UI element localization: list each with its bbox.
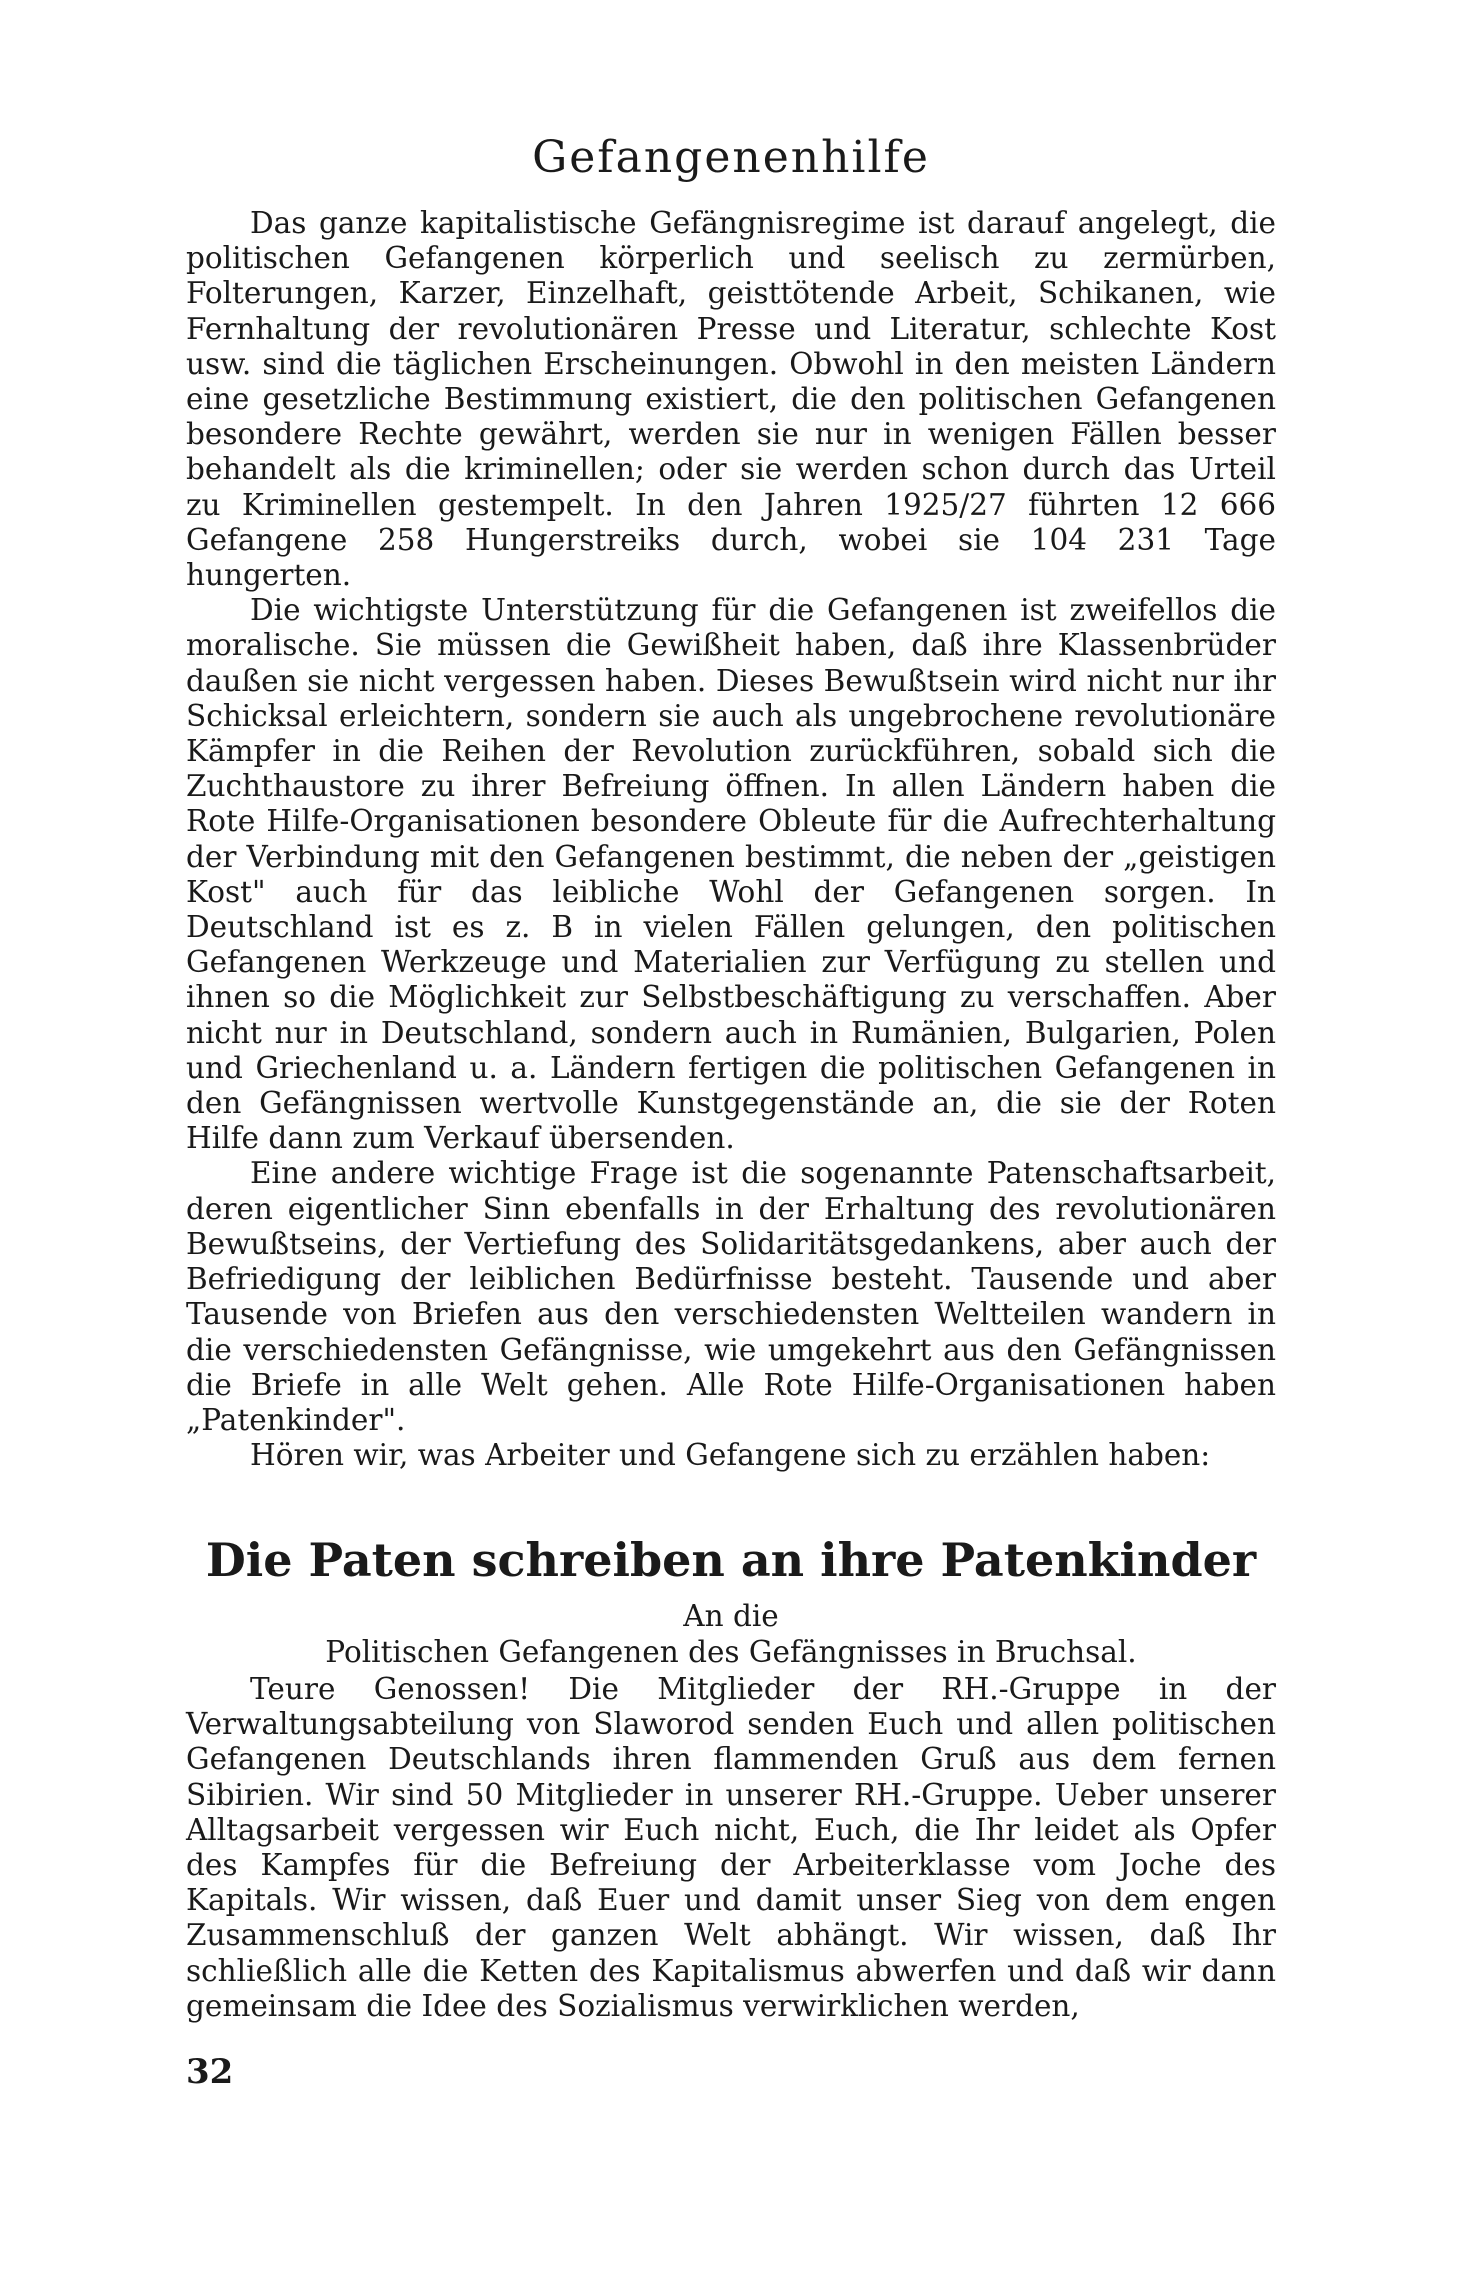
paragraph-4: Hören wir, was Arbeiter und Gefangene sich zu erzählen haben:: [250, 1438, 1211, 1473]
page-number: 32: [186, 2052, 234, 2092]
address-line-1: An die: [683, 1599, 779, 1633]
letter-paragraph: Teure Genossen! Die Mitglieder der RH.-Gruppe in der Verwaltungsabteilung von Slaworod senden Euch und allen politischen Gefangenen Deutschlands ihren flammenden Gruß aus dem fernen Sibirien. Wir sind 50 Mitglieder in unserer RH.-Gruppe. Ueber unserer Alltagsarbeit vergessen wir Euch nicht, Euch, die Ihr leidet als Opfer des Kampfes für die Befreiung der Arbeiterklasse vom Joche des Kapitals. Wir wissen, daß Euer und damit unser Sieg von dem engen Zusammenschluß der ganzen Welt abhängt. Wir wissen, daß Ihr schließlich alle die Ketten des Kapitalismus abwerfen und daß wir dann gemeinsam die Idee des Sozialismus verwirklichen werden,: [186, 1672, 1276, 2023]
letter-body: [186, 1672, 1276, 2024]
letter-address: [186, 1598, 1276, 1670]
body-text: [186, 206, 1276, 1473]
section-title: Die Paten schreiben an ihre Patenkinder: [205, 1533, 1257, 1587]
paragraph-2: Die wichtigste Unterstützung für die Gefangenen ist zweifellos die moralische. Sie müssen die Gewißheit haben, daß ihre Klassenbrüder daußen sie nicht vergessen haben. Dieses Bewußtsein wird nicht nur ihr Schicksal erleichtern, sondern sie auch als ungebrochene revolutionäre Kämpfer in die Reihen der Revolution zurückführen, sobald sich die Zuchthaustore zu ihrer Befreiung öffnen. In allen Ländern haben die Rote Hilfe-Organisationen besondere Obleute für die Aufrechterhaltung der Verbindung mit den Gefangenen bestimmt, die neben der „geistigen Kost" auch für das leibliche Wohl der Gefangenen sorgen. In Deutschland ist es z. B in vielen Fällen gelungen, den politischen Gefangenen Werkzeuge und Materialien zur Verfügung zu stellen und ihnen so die Möglichkeit zur Selbstbeschäftigung zu verschaffen. Aber nicht nur in Deutschland, sondern auch in Rumänien, Bulgarien, Polen und Griechenland u. a. Ländern fertigen die politischen Gefangenen in den Gefängnissen wertvolle Kunstgegenstände an, die sie der Roten Hilfe dann zum Verkauf übersenden.: [186, 593, 1276, 1156]
address-line-2: Politischen Gefangenen des Gefängnisses in Bruchsal.: [325, 1635, 1137, 1669]
paragraph-3: Eine andere wichtige Frage ist die sogenannte Patenschaftsarbeit, deren eigentlicher Sinn ebenfalls in der Erhaltung des revolutionären Bewußtseins, der Vertiefung des Solidaritätsgedankens, aber auch der Befriedigung der leiblichen Bedürfnisse besteht. Tausende und aber Tausende von Briefen aus den verschiedensten Weltteilen wandern in die verschiedensten Gefängnisse, wie umgekehrt aus den Gefängnissen die Briefe in alle Welt gehen. Alle Rote Hilfe-Organisationen haben „Patenkinder".: [186, 1156, 1276, 1437]
page-title: Gefangenenhilfe: [532, 132, 930, 183]
paragraph-1: Das ganze kapitalistische Gefängnisregime ist darauf angelegt, die politischen Gefangenen körperlich und seelisch zu zermürben, Folterungen, Karzer, Einzelhaft, geisttötende Arbeit, Schikanen, wie Fernhaltung der revolutionären Presse und Literatur, schlechte Kost usw. sind die täglichen Erscheinungen. Obwohl in den meisten Ländern eine gesetzliche Bestimmung existiert, die den politischen Gefangenen besondere Rechte gewährt, werden sie nur in wenigen Fällen besser behandelt als die kriminellen; oder sie werden schon durch das Urteil zu Kriminellen gestempelt. In den Jahren 1925/27 führten 12 666 Gefangene 258 Hungerstreiks durch, wobei sie 104 231 Tage hungerten.: [186, 206, 1276, 593]
